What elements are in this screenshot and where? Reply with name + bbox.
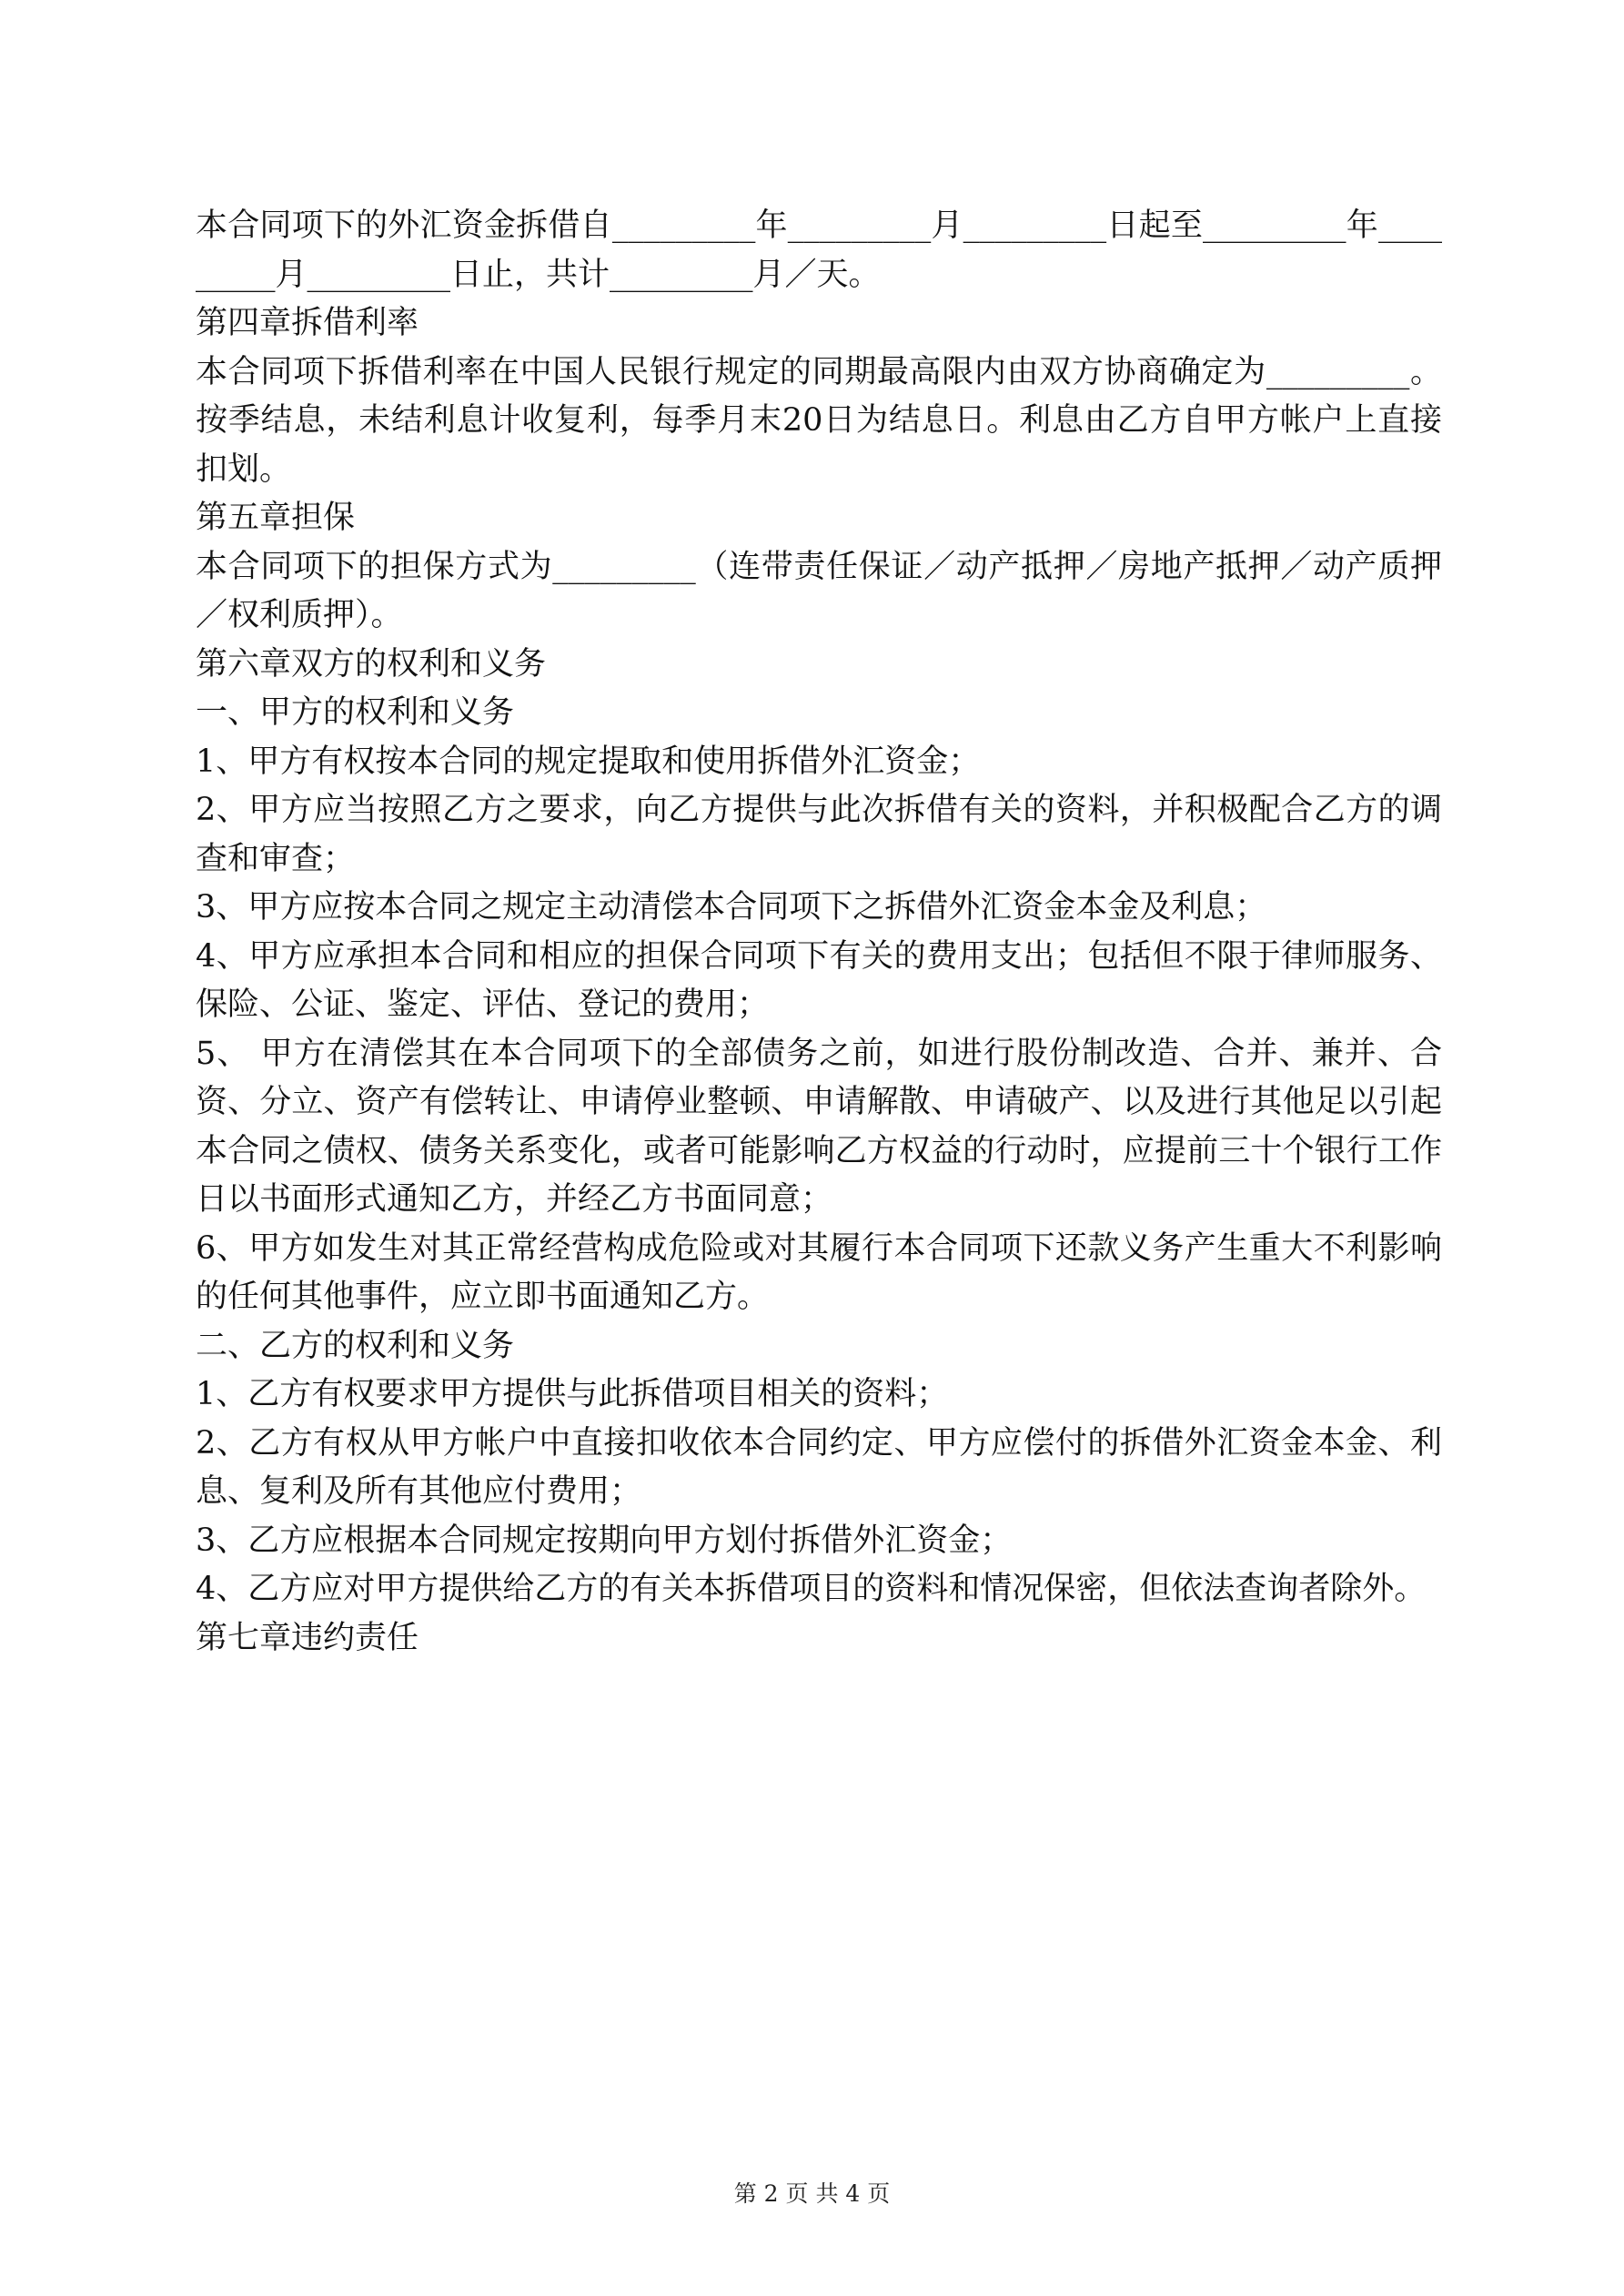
chapter-6-heading: 第六章双方的权利和义务 [196,645,547,683]
party-a-clause-5: 5、 甲方在清偿其在本合同项下的全部债务之前，如进行股份制改造、合并、兼并、合资、分立、资产有偿转让、申请停业整顿、申请解散、申请破产、以及进行其他足以引起本合同之债权、债务关系变化，或者可能影响乙方权益的行动时，应提前三十个银行工作日以书面形式通知乙方，并经乙方书面同意； [196,1035,1442,1218]
paragraph-interest-rate: 本合同项下拆借利率在中国人民银行规定的同期最高限内由双方协商确定为_________。按季结息，未结利息计收复利，每季月末20日为结息日。利息由乙方自甲方帐户上直接扣划。 [196,353,1442,488]
party-b-clause-2: 2、乙方有权从甲方帐户中直接扣收依本合同约定、甲方应偿付的拆借外汇资金本金、利息、复利及所有其他应付费用； [196,1424,1442,1510]
party-a-clause-1: 1、甲方有权按本合同的规定提取和使用拆借外汇资金； [196,743,981,780]
page-number-footer: 第 2 页 共 4 页 [733,2180,891,2207]
chapter-7-heading: 第七章违约责任 [196,1619,419,1656]
party-a-clause-6: 6、甲方如发生对其正常经营构成危险或对其履行本合同项下还款义务产生重大不利影响的任何其他事件，应立即书面通知乙方。 [196,1229,1442,1315]
paragraph-term: 本合同项下的外汇资金拆借自_________年_________月_________日起至_________年_________月_________日止，共计_________月／天。 [196,207,1442,293]
party-a-clause-3: 3、甲方应按本合同之规定主动清偿本合同项下之拆借外汇资金本金及利息； [196,889,1267,925]
party-a-clause-2: 2、甲方应当按照乙方之要求，向乙方提供与此次拆借有关的资料，并积极配合乙方的调查和审查； [196,792,1442,877]
party-b-clause-4: 4、乙方应对甲方提供给乙方的有关本拆借项目的资料和情况保密，但依法查询者除外。 [196,1571,1427,1607]
party-b-clause-1: 1、乙方有权要求甲方提供与此拆借项目相关的资料； [196,1376,949,1412]
paragraph-guarantee: 本合同项下的担保方式为_________（连带责任保证／动产抵押／房地产抵押／动产质押／权利质押）。 [196,548,1442,633]
party-b-clause-3: 3、乙方应根据本合同规定按期向甲方划付拆借外汇资金； [196,1522,1013,1559]
contract-body [196,202,1442,1663]
chapter-4-heading: 第四章拆借利率 [196,305,419,341]
party-a-clause-4: 4、甲方应承担本合同和相应的担保合同项下有关的费用支出；包括但不限于律师服务、保险、公证、鉴定、评估、登记的费用； [196,937,1442,1023]
chapter-5-heading: 第五章担保 [196,500,356,536]
section-party-a-heading: 一、甲方的权利和义务 [196,694,515,731]
section-party-b-heading: 二、乙方的权利和义务 [196,1327,515,1364]
